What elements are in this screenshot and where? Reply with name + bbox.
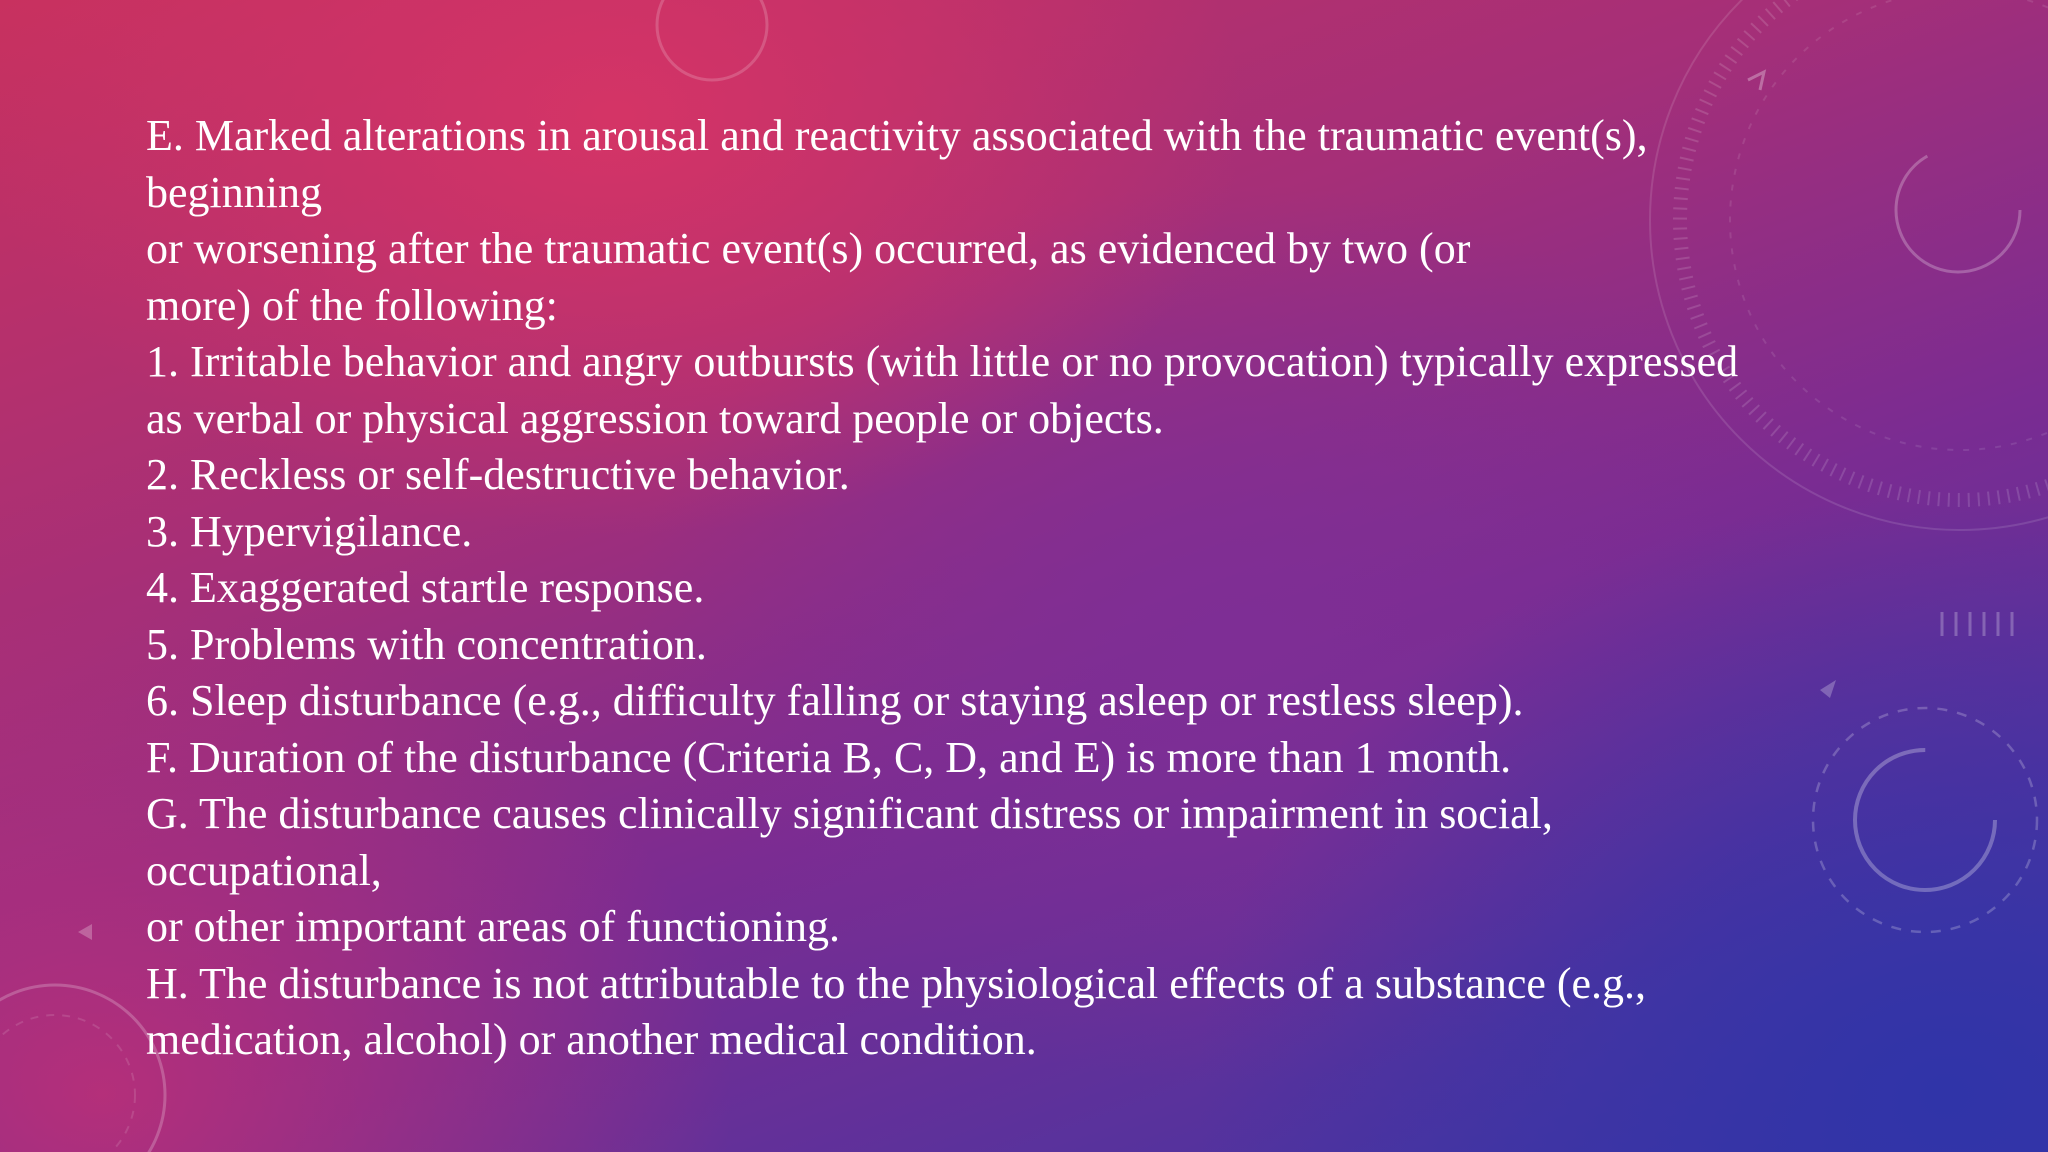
- text-line: more) of the following:: [146, 280, 558, 330]
- deco-circle-top: [657, 0, 767, 80]
- slide-body-text: [146, 108, 1926, 1069]
- text-line: or worsening after the traumatic event(s) occurred, as evidenced by two (or: [146, 224, 1471, 273]
- text-line: E. Marked alterations in arousal and reactivity associated with the traumatic event(s),: [146, 111, 1648, 160]
- text-line: beginning: [146, 167, 322, 217]
- deco-tick-marks: [1942, 612, 2012, 636]
- text-line: 3. Hypervigilance.: [146, 506, 473, 556]
- text-line: medication, alcohol) or another medical condition.: [146, 1015, 1037, 1064]
- deco-circle-bottom-left: [0, 985, 165, 1152]
- text-line: 6. Sleep disturbance (e.g., difficulty falling or staying asleep or restless sleep).: [146, 676, 1524, 725]
- text-line: occupational,: [146, 845, 382, 895]
- text-line: 1. Irritable behavior and angry outbursts (with little or no provocation) typically expressed: [146, 337, 1739, 386]
- text-line: 4. Exaggerated startle response.: [146, 563, 705, 612]
- text-line: H. The disturbance is not attributable to the physiological effects of a substance (e.g.,: [146, 958, 1647, 1008]
- text-line: F. Duration of the disturbance (Criteria B, C, D, and E) is more than 1 month.: [146, 732, 1512, 782]
- deco-arrow-top-right: [1748, 72, 1764, 90]
- text-line: as verbal or physical aggression toward people or objects.: [146, 393, 1164, 443]
- text-line: or other important areas of functioning.: [146, 902, 841, 951]
- text-line: 2. Reckless or self-destructive behavior.: [146, 450, 850, 499]
- text-line: G. The disturbance causes clinically significant distress or impairment in social,: [146, 789, 1553, 838]
- text-line: 5. Problems with concentration.: [146, 619, 707, 669]
- deco-arrow-left: [78, 924, 92, 940]
- deco-circle-bottom-left-inner: [0, 1015, 135, 1152]
